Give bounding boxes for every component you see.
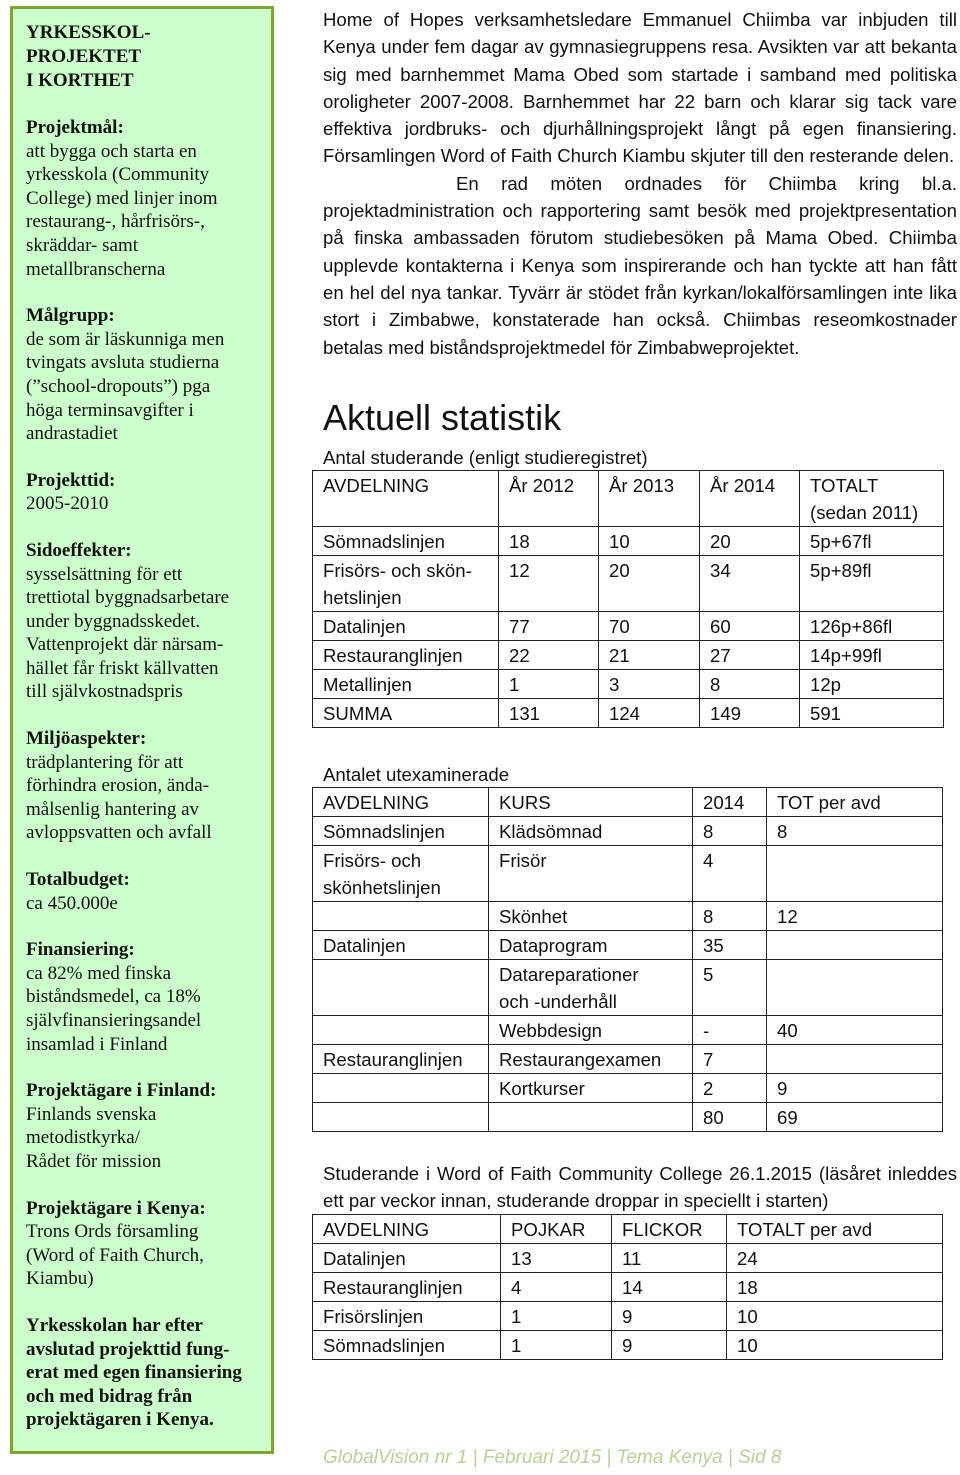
table-cell: 5p+67fl [800, 526, 944, 555]
table-cell: 10 [599, 526, 700, 555]
sidebar-section-heading: Projektmål: [26, 117, 124, 138]
current-students-paragraph: Studerande i Word of Faith Community College 26.1.2015 (läsåret inleddes ett par veckor innan, studerande droppar in speciellt i starten) [323, 1162, 957, 1212]
sidebar-section-body: Finlands svenska metodistkyrka/ Rådet för mission [26, 1103, 162, 1172]
table-cell: 12p [800, 669, 944, 698]
table-cell: 5p+89fl [800, 555, 944, 611]
students-table-caption: Antal studerande (enligt studieregistret) [323, 446, 648, 468]
sidebar-section [26, 938, 259, 1056]
sidebar-sections [26, 116, 259, 1291]
sidebar-section-heading: Totalbudget: [26, 869, 130, 891]
students-table [312, 470, 944, 728]
table-cell: 11 [612, 1244, 727, 1273]
table-cell: 1 [501, 1331, 612, 1360]
table-header-cell: TOTALT per avd [727, 1215, 943, 1244]
table-cell: Metallinjen [313, 669, 499, 698]
intro-paragraph-1: Home of Hopes verksamhetsledare Emmanuel Chiimba var inbjuden till Kenya under fem dagar av gymnasiegruppens resa. Avsikten var att bekanta sig med barnhemmet Mama Obed som startade i samband med politiska oroligheter 2007-2008. Barnhemmet har 22 barn och klarar sig tack vare effektiva jordbruks- och djurhållningsprojekt långt på egen finansiering. Församlingen Word of Faith Church Kiambu skjuter till den resterande delen. [323, 9, 957, 167]
table-row [313, 611, 944, 640]
table-header-row [313, 1215, 943, 1244]
table-cell: Datareparationer och -underhåll [489, 959, 693, 1015]
table-cell: 8 [693, 901, 767, 930]
graduates-table [312, 787, 943, 1132]
table-cell: - [693, 1015, 767, 1044]
sidebar-section-body: de som är läskunniga men tvingats avsluta studierna (”school-dropouts”) pga höga terminsavgifter i andrastadiet [26, 328, 225, 445]
table-row [313, 1302, 943, 1331]
table-cell [313, 1073, 489, 1102]
table-header-cell: År 2013 [599, 470, 700, 526]
table-header-cell: År 2012 [499, 470, 599, 526]
table-row [313, 1331, 943, 1360]
table-cell: 24 [727, 1244, 943, 1273]
table-row [313, 555, 944, 611]
main-column [323, 6, 957, 1360]
sidebar-section-body: sysselsättning för ett trettiotal byggnadsarbetare under byggnadsskedet. Vattenprojekt där närsam- hället får friskt källvatten till självkostnadspris [26, 563, 230, 703]
table-cell: 9 [767, 1073, 943, 1102]
table-cell: 40 [767, 1015, 943, 1044]
table-cell: 8 [700, 669, 800, 698]
table-cell: SUMMA [313, 698, 499, 727]
table-cell: 34 [700, 555, 800, 611]
table-row [313, 1273, 943, 1302]
table-cell: 20 [700, 526, 800, 555]
table-header-row [313, 470, 944, 526]
intro-paragraph-2: En rad möten ordnades för Chiimba kring bl.a. projektadministration och rapportering samt besök med projektpresentation på finska ambassaden förutom studiebesöken på Mama Obed. Chiimba upplevde kontakterna i Kenya som inspirerande och han tyckte att han fått en hel del nya tankar. Tyvärr är stödet från kyrkan/lokalförsamlingen inte lika stort i Zimbabwe, konstaterade han också. Chiimbas reseomkostnader betalas med biståndsprojektmedel för Zimbabweprojektet. [323, 172, 957, 358]
table-header-cell: TOT per avd [767, 787, 943, 816]
table-cell: 7 [693, 1044, 767, 1073]
table-cell: Restauranglinjen [313, 1273, 501, 1302]
table-row [313, 640, 944, 669]
table-cell: Datalinjen [313, 611, 499, 640]
table-cell: 60 [700, 611, 800, 640]
table-row [313, 845, 943, 901]
table-cell: 591 [800, 698, 944, 727]
sidebar-section-heading: Målgrupp: [26, 305, 115, 327]
table-row [313, 1073, 943, 1102]
page-footer: GlobalVision nr 1 | Februari 2015 | Tema Kenya | Sid 8 [323, 1447, 782, 1468]
table-cell: Sömnadslinjen [313, 1331, 501, 1360]
table-header-cell: FLICKOR [612, 1215, 727, 1244]
project-summary-box [10, 6, 274, 1454]
table-cell: 14 [612, 1273, 727, 1302]
sidebar-section-body: 2005-2010 [26, 493, 109, 515]
table-cell: Sömnadslinjen [313, 526, 499, 555]
sidebar-section [26, 727, 259, 845]
table-row [313, 1044, 943, 1073]
table-cell: 8 [767, 816, 943, 845]
table-row [313, 1015, 943, 1044]
table-cell: Dataprogram [489, 930, 693, 959]
table-row [313, 901, 943, 930]
table-row [313, 698, 944, 727]
table-cell: 21 [599, 640, 700, 669]
table-cell: 18 [727, 1273, 943, 1302]
current-students-table [312, 1214, 943, 1360]
sidebar-section-body: ca 82% med finska biståndsmedel, ca 18% självfinansieringsandel insamlad i Finland [26, 962, 202, 1055]
table-row [313, 1102, 943, 1131]
sidebar-section-body: Trons Ords församling (Word of Faith Church, Kiambu) [26, 1221, 204, 1290]
table-cell: 2 [693, 1073, 767, 1102]
table-cell: 10 [727, 1302, 943, 1331]
table-cell: 27 [700, 640, 800, 669]
table-header-cell: TOTALT (sedan 2011) [800, 470, 944, 526]
sidebar-section-heading: Sidoeffekter: [26, 539, 132, 561]
table-cell: 131 [499, 698, 599, 727]
table-cell: Frisörs- och skönhetslinjen [313, 845, 489, 901]
table-cell: Kortkurser [489, 1073, 693, 1102]
sidebar-section-body: att bygga och starta en yrkesskola (Community College) med linjer inom restaurang-, hårfrisörs-, skräddar- samt metallbranscherna [26, 140, 218, 280]
table-cell: Frisör [489, 845, 693, 901]
sidebar-section-heading: Projekttid: [26, 469, 116, 491]
sidebar-section-heading: Finansiering: [26, 939, 135, 961]
table-cell: 1 [499, 669, 599, 698]
table-cell: 14p+99fl [800, 640, 944, 669]
sidebar-section [26, 1197, 259, 1291]
sidebar-section [26, 469, 259, 516]
table-cell: 4 [693, 845, 767, 901]
table-row [313, 930, 943, 959]
table-cell: 5 [693, 959, 767, 1015]
table-cell [767, 959, 943, 1015]
sidebar-section-heading: Miljöaspekter: [26, 728, 147, 750]
table-cell: 124 [599, 698, 700, 727]
table-header-cell: POJKAR [501, 1215, 612, 1244]
sidebar-section [26, 116, 259, 281]
table-cell: 22 [499, 640, 599, 669]
table-cell: Datalinjen [313, 1244, 501, 1273]
table-header-cell: 2014 [693, 787, 767, 816]
table-row [313, 669, 944, 698]
table-cell: 9 [612, 1302, 727, 1331]
table-cell [489, 1102, 693, 1131]
graduates-table-caption: Antalet utexaminerade [323, 763, 510, 785]
table-row [313, 816, 943, 845]
table-cell: 149 [700, 698, 800, 727]
table-cell: Frisörs- och skön- hetslinjen [313, 555, 499, 611]
table-cell: 80 [693, 1102, 767, 1131]
table-cell: 35 [693, 930, 767, 959]
intro-text [323, 6, 957, 361]
sidebar-section-body: ca 450.000e [26, 892, 118, 914]
sidebar-section [26, 304, 259, 446]
table-cell: 12 [767, 901, 943, 930]
table-header-cell: KURS [489, 787, 693, 816]
table-cell: Frisörslinjen [313, 1302, 501, 1331]
table-cell: Skönhet [489, 901, 693, 930]
table-cell [313, 1102, 489, 1131]
table-row [313, 1244, 943, 1273]
sidebar-title: YRKESSKOL- PROJEKTET I KORTHET [26, 22, 151, 91]
sidebar-section [26, 868, 259, 915]
table-row [313, 526, 944, 555]
table-cell [767, 930, 943, 959]
sidebar-section-body: trädplantering för att förhindra erosion, ända- målsenlig hantering av avloppsvatten och avfall [26, 751, 212, 844]
table-cell [767, 1044, 943, 1073]
table-header-cell: AVDELNING [313, 1215, 501, 1244]
table-cell: Sömnadslinjen [313, 816, 489, 845]
table-header-cell: AVDELNING [313, 470, 499, 526]
sidebar-section-heading: Projektägare i Kenya: [26, 1197, 206, 1219]
table-cell [767, 845, 943, 901]
sidebar-conclusion: Yrkesskolan har efter avslutad projekttid fung- erat med egen finansiering och med bidrag från projektägaren i Kenya. [26, 1314, 242, 1431]
table-cell: Restauranglinjen [313, 640, 499, 669]
table-cell: 12 [499, 555, 599, 611]
table-cell: 70 [599, 611, 700, 640]
table-cell: Webbdesign [489, 1015, 693, 1044]
table-header-cell: År 2014 [700, 470, 800, 526]
table-cell: Datalinjen [313, 930, 489, 959]
table-cell: 126p+86fl [800, 611, 944, 640]
table-cell: 1 [501, 1302, 612, 1331]
table-cell: 4 [501, 1273, 612, 1302]
table-cell [313, 1015, 489, 1044]
table-cell: 8 [693, 816, 767, 845]
table-cell: 69 [767, 1102, 943, 1131]
table-row [313, 959, 943, 1015]
table-cell: 9 [612, 1331, 727, 1360]
table-cell: 77 [499, 611, 599, 640]
sidebar-section-heading: Projektägare i Finland: [26, 1080, 217, 1102]
table-header-cell: AVDELNING [313, 787, 489, 816]
table-cell: Klädsömnad [489, 816, 693, 845]
table-cell: Restauranglinjen [313, 1044, 489, 1073]
table-cell: 3 [599, 669, 700, 698]
table-cell [313, 901, 489, 930]
sidebar-section [26, 1079, 259, 1173]
table-cell: 20 [599, 555, 700, 611]
sidebar-section [26, 539, 259, 704]
table-cell [313, 959, 489, 1015]
table-cell: Restaurangexamen [489, 1044, 693, 1073]
table-header-row [313, 787, 943, 816]
table-cell: 10 [727, 1331, 943, 1360]
statistics-heading: Aktuell statistik [323, 396, 562, 438]
table-cell: 13 [501, 1244, 612, 1273]
table-cell: 18 [499, 526, 599, 555]
